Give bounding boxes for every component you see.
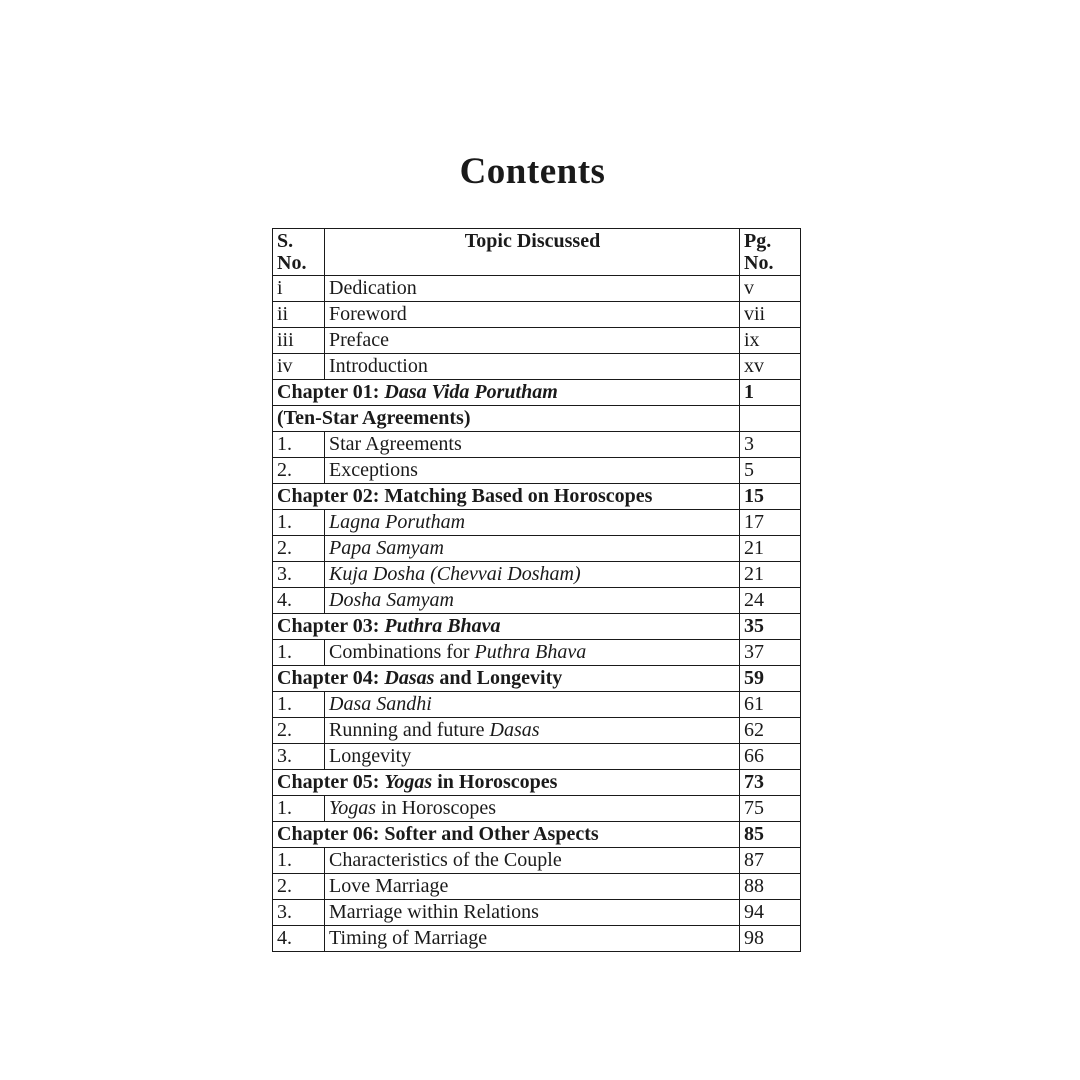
topic-header: Topic Discussed <box>325 229 740 276</box>
row-page-number: 61 <box>740 692 801 718</box>
row-number: 1. <box>273 848 325 874</box>
row-page-number: 62 <box>740 718 801 744</box>
topic-text: Characteristics of the Couple <box>329 849 562 871</box>
chapter-row <box>273 666 801 692</box>
row-topic <box>325 926 740 952</box>
table-row <box>273 432 801 458</box>
page-header-line2: No. <box>744 252 774 274</box>
row-number: i <box>273 276 325 302</box>
row-topic <box>325 718 740 744</box>
row-number: 4. <box>273 588 325 614</box>
topic-text: Timing of Marriage <box>329 927 488 949</box>
contents-table-body <box>273 229 801 952</box>
chapter-page-number: 15 <box>740 484 801 510</box>
topic-italic-text: Puthra Bhava <box>474 641 587 663</box>
row-topic: Introduction <box>325 354 740 380</box>
row-number: 4. <box>273 926 325 952</box>
chapter-page-number: 35 <box>740 614 801 640</box>
row-page-number: 94 <box>740 900 801 926</box>
chapter-subtitle: (Ten-Star Agreements) <box>273 406 740 432</box>
chapter-row <box>273 822 801 848</box>
front-matter-row <box>273 302 801 328</box>
page-header-line1: Pg. <box>744 230 772 252</box>
chapter-title-prefix: Chapter 02: Matching Based on Horoscopes <box>277 485 653 507</box>
topic-text: Marriage within Relations <box>329 901 539 923</box>
row-number: 1. <box>273 796 325 822</box>
topic-text: Love Marriage <box>329 875 449 897</box>
chapter-title-prefix: Chapter 03: <box>277 615 385 637</box>
table-row <box>273 900 801 926</box>
chapter-page-number: 1 <box>740 380 801 406</box>
row-number: iv <box>273 354 325 380</box>
table-row <box>273 848 801 874</box>
row-page-number: ix <box>740 328 801 354</box>
row-page-number: xv <box>740 354 801 380</box>
page-header <box>740 229 801 276</box>
row-number: 1. <box>273 510 325 536</box>
chapter-row <box>273 484 801 510</box>
row-page-number: 87 <box>740 848 801 874</box>
row-number: 1. <box>273 692 325 718</box>
topic-italic-text: Dosha Samyam <box>329 589 454 611</box>
row-page-number: 75 <box>740 796 801 822</box>
row-topic <box>325 562 740 588</box>
row-topic: Foreword <box>325 302 740 328</box>
chapter-title <box>273 380 740 406</box>
row-number: 3. <box>273 562 325 588</box>
row-topic <box>325 900 740 926</box>
chapter-title <box>273 822 740 848</box>
topic-text: Combinations for <box>329 641 475 663</box>
row-page-number: 21 <box>740 562 801 588</box>
topic-italic-text: Papa Samyam <box>329 537 444 559</box>
chapter-title-suffix: in Horoscopes <box>432 771 558 793</box>
row-topic <box>325 796 740 822</box>
chapter-title <box>273 770 740 796</box>
chapter-page-number: 73 <box>740 770 801 796</box>
table-row <box>273 718 801 744</box>
chapter-row <box>273 380 801 406</box>
table-row <box>273 692 801 718</box>
chapter-title-italic: Puthra Bhava <box>384 615 501 637</box>
row-page-number: 17 <box>740 510 801 536</box>
table-row <box>273 926 801 952</box>
row-topic <box>325 848 740 874</box>
table-row <box>273 588 801 614</box>
contents-table <box>272 228 801 952</box>
row-page-number: 98 <box>740 926 801 952</box>
row-number: 1. <box>273 640 325 666</box>
topic-italic-text: Yogas <box>329 797 377 819</box>
front-matter-row <box>273 328 801 354</box>
chapter-subtitle-row <box>273 406 801 432</box>
row-topic <box>325 692 740 718</box>
row-topic <box>325 588 740 614</box>
chapter-title-italic: Yogas <box>384 771 433 793</box>
row-number: 3. <box>273 744 325 770</box>
topic-italic-text: Dasas <box>489 719 540 741</box>
row-topic <box>325 874 740 900</box>
row-number: ii <box>273 302 325 328</box>
chapter-subtitle-page-cell <box>740 406 801 432</box>
table-row <box>273 796 801 822</box>
sno-header <box>273 229 325 276</box>
table-row <box>273 562 801 588</box>
row-page-number: 24 <box>740 588 801 614</box>
row-topic <box>325 510 740 536</box>
row-number: 1. <box>273 432 325 458</box>
sno-header-line2: No. <box>277 252 307 274</box>
row-topic <box>325 744 740 770</box>
row-number: 3. <box>273 900 325 926</box>
chapter-title <box>273 484 740 510</box>
topic-text: Star Agreements <box>329 433 462 455</box>
row-topic <box>325 536 740 562</box>
row-number: 2. <box>273 718 325 744</box>
chapter-row <box>273 614 801 640</box>
row-topic: Dedication <box>325 276 740 302</box>
chapter-title-prefix: Chapter 01: <box>277 381 385 403</box>
table-row <box>273 458 801 484</box>
row-page-number: 3 <box>740 432 801 458</box>
chapter-page-number: 85 <box>740 822 801 848</box>
row-page-number: vii <box>740 302 801 328</box>
table-row <box>273 744 801 770</box>
chapter-title <box>273 614 740 640</box>
chapter-title-italic: Dasa Vida Porutham <box>384 381 558 403</box>
front-matter-row <box>273 276 801 302</box>
front-matter-row <box>273 354 801 380</box>
chapter-title-prefix: Chapter 06: Softer and Other Aspects <box>277 823 599 845</box>
row-page-number: 88 <box>740 874 801 900</box>
row-number: iii <box>273 328 325 354</box>
topic-italic-text: Dasa Sandhi <box>329 693 432 715</box>
chapter-title-prefix: Chapter 05: <box>277 771 385 793</box>
row-page-number: 37 <box>740 640 801 666</box>
topic-italic-text: Lagna Porutham <box>329 511 466 533</box>
row-page-number: 66 <box>740 744 801 770</box>
row-topic: Preface <box>325 328 740 354</box>
chapter-row <box>273 770 801 796</box>
row-number: 2. <box>273 458 325 484</box>
table-row <box>273 510 801 536</box>
row-topic <box>325 432 740 458</box>
sno-header-line1: S. <box>277 230 294 252</box>
chapter-title <box>273 666 740 692</box>
topic-text: Longevity <box>329 745 412 767</box>
row-page-number: v <box>740 276 801 302</box>
row-page-number: 21 <box>740 536 801 562</box>
topic-text: Exceptions <box>329 459 418 481</box>
row-number: 2. <box>273 536 325 562</box>
row-topic <box>325 458 740 484</box>
page-title: Contents <box>459 151 606 192</box>
row-topic <box>325 640 740 666</box>
table-row <box>273 640 801 666</box>
topic-italic-text: Kuja Dosha (Chevvai Dosham) <box>329 563 581 585</box>
table-row <box>273 874 801 900</box>
table-row <box>273 536 801 562</box>
chapter-title-italic: Dasas <box>384 667 435 689</box>
topic-text: Running and future <box>329 719 490 741</box>
chapter-title-suffix: and Longevity <box>434 667 563 689</box>
table-header-row <box>273 229 801 276</box>
row-number: 2. <box>273 874 325 900</box>
topic-text-suffix: in Horoscopes <box>376 797 497 819</box>
row-page-number: 5 <box>740 458 801 484</box>
chapter-title-prefix: Chapter 04: <box>277 667 385 689</box>
chapter-page-number: 59 <box>740 666 801 692</box>
